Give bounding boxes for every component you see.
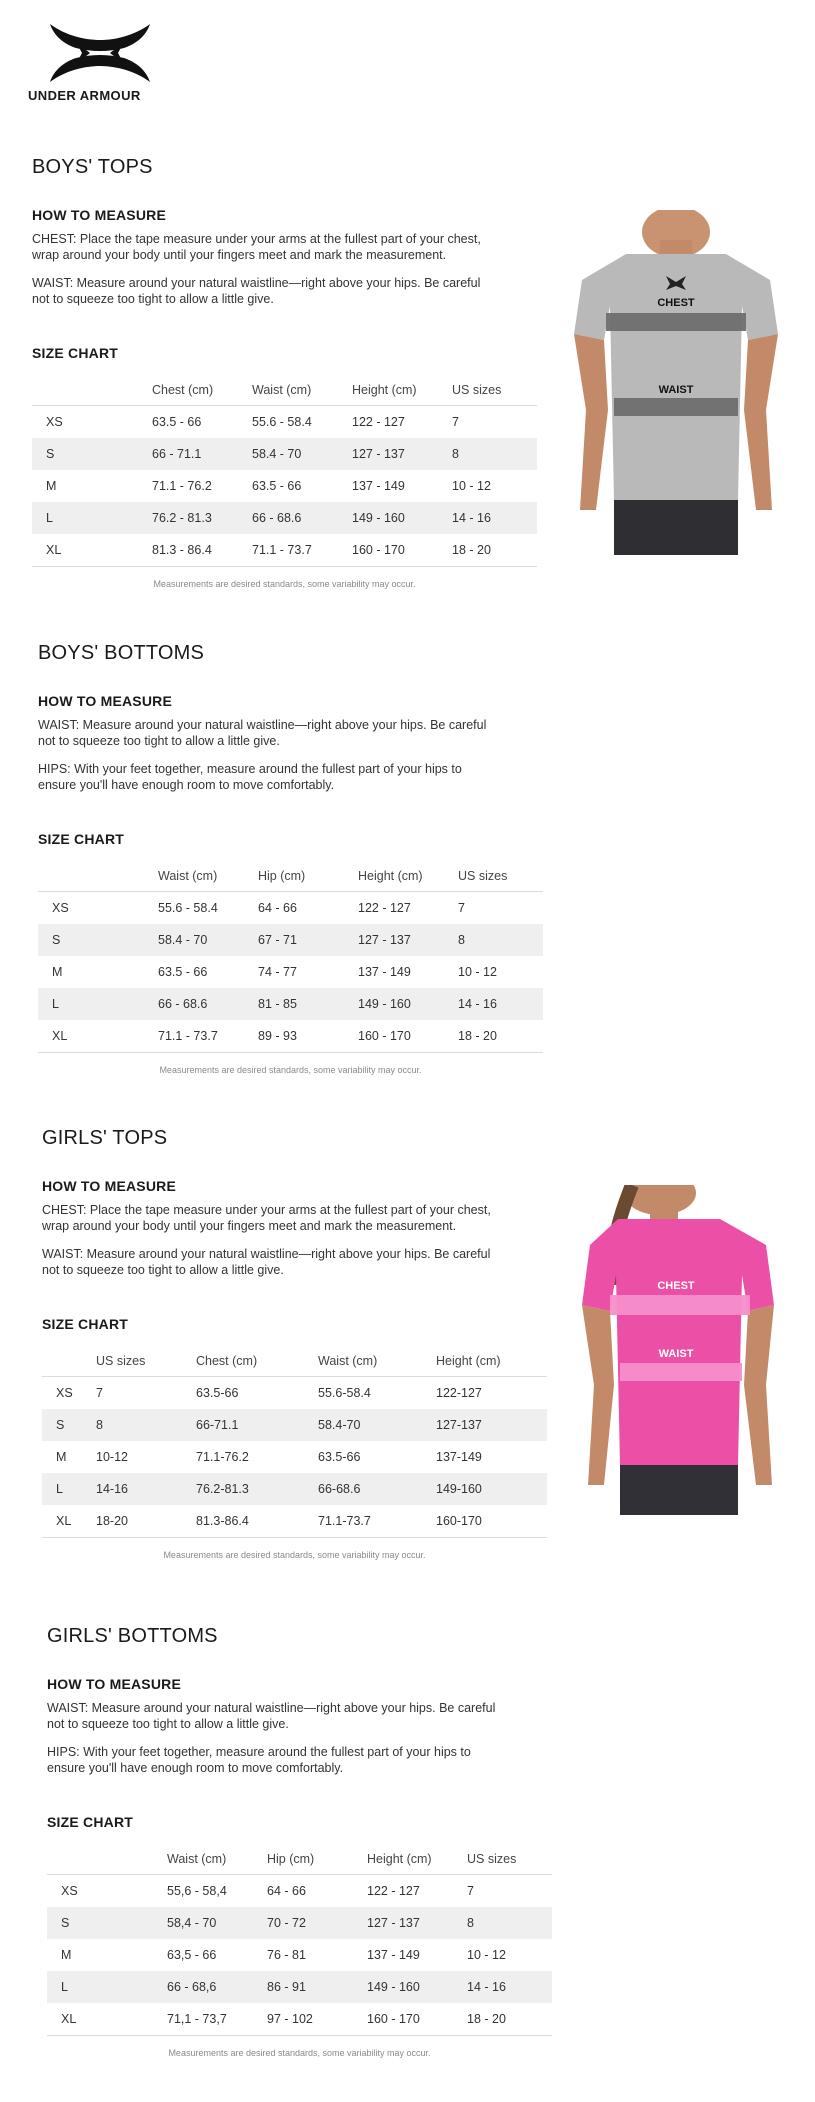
- table-cell: 66 - 68.6: [252, 502, 352, 534]
- waist-instructions: WAIST: Measure around your natural waistline—right above your hips. Be careful not to squeeze too tight to allow a little give.: [42, 1247, 491, 1277]
- girls-shirt-illustration: [570, 1185, 790, 1520]
- table-cell: 64 - 66: [258, 901, 297, 915]
- table-cell: S: [42, 1409, 96, 1441]
- how-to-measure-heading: HOW TO MEASURE: [38, 693, 172, 709]
- table-cell: S: [47, 1907, 167, 1939]
- table-cell: 8: [467, 1907, 552, 1939]
- table-header: Height (cm): [436, 1346, 547, 1377]
- table-header: US sizes: [96, 1346, 196, 1377]
- table-cell: 58.4-70: [318, 1409, 436, 1441]
- table-cell: L: [42, 1473, 96, 1505]
- table-cell: L: [47, 1971, 167, 2003]
- table-cell: 18 - 20: [467, 2003, 552, 2036]
- table-cell: 149 - 160: [352, 502, 452, 534]
- table-row: [38, 924, 543, 956]
- table-cell: 70 - 72: [267, 1907, 367, 1939]
- table-cell: 63.5 - 66: [252, 479, 302, 493]
- table-header: Waist (cm): [318, 1346, 436, 1377]
- table-row: [47, 1907, 552, 1939]
- table-cell: 71.1-76.2: [196, 1450, 249, 1464]
- table-row: [47, 1971, 552, 2003]
- waist-instructions: WAIST: Measure around your natural waistline—right above your hips. Be careful not to squeeze too tight to allow a little give.: [38, 718, 487, 748]
- table-cell: 7: [458, 901, 465, 915]
- boys-tops-section: [32, 156, 542, 589]
- table-cell: 149-160: [436, 1473, 547, 1505]
- section-title: BOYS' TOPS: [32, 156, 153, 178]
- table-header: [42, 1346, 96, 1377]
- table-cell: 66 - 68.6: [158, 988, 258, 1020]
- brand-logo: [28, 22, 178, 103]
- table-cell: XL: [42, 1505, 96, 1538]
- table-row: [38, 1020, 543, 1053]
- table-cell: 122 - 127: [358, 901, 411, 915]
- table-row: [38, 988, 543, 1020]
- boys-bottoms-section: [38, 642, 548, 1075]
- size-table: [32, 375, 537, 567]
- table-header-row: [42, 1346, 547, 1377]
- girls-tops-section: [42, 1127, 552, 1560]
- table-cell: 63.5 - 66: [152, 415, 202, 429]
- table-cell: 63.5-66: [318, 1450, 361, 1464]
- table-row: [32, 470, 537, 502]
- table-cell: 7: [96, 1386, 103, 1400]
- table-cell: M: [56, 1450, 67, 1464]
- table-cell: 160 - 170: [367, 2003, 467, 2036]
- table-cell: 122-127: [436, 1386, 482, 1400]
- table-cell: 71.1 - 73.7: [252, 534, 352, 567]
- table-cell: 127-137: [436, 1409, 547, 1441]
- table-header: Height (cm): [358, 861, 458, 892]
- section-title: BOYS' BOTTOMS: [38, 642, 205, 664]
- table-cell: 81.3-86.4: [196, 1505, 318, 1538]
- table-cell: 71.1 - 76.2: [152, 479, 212, 493]
- chest-instructions: CHEST: Place the tape measure under your arms at the fullest part of your chest, wrap around your body until your fingers meet and mark the measurement.: [42, 1203, 491, 1233]
- table-cell: 127 - 137: [367, 1907, 467, 1939]
- boys-shirt-illustration: [566, 210, 786, 560]
- table-cell: S: [38, 924, 158, 956]
- table-cell: 8: [452, 438, 537, 470]
- table-cell: 7: [467, 1884, 474, 1898]
- table-cell: 160-170: [436, 1505, 547, 1538]
- hips-instructions: HIPS: With your feet together, measure around the fullest part of your hips to ensure you'll have enough room to move comfortably.: [38, 762, 462, 792]
- size-chart-heading: SIZE CHART: [32, 345, 118, 361]
- table-header: Chest (cm): [152, 375, 252, 406]
- table-cell: XL: [38, 1020, 158, 1053]
- table-cell: 66 - 68,6: [167, 1971, 267, 2003]
- table-cell: 97 - 102: [267, 2003, 367, 2036]
- table-header: [32, 375, 152, 406]
- table-cell: 14 - 16: [467, 1971, 552, 2003]
- table-header: Chest (cm): [196, 1346, 318, 1377]
- table-cell: 8: [458, 924, 543, 956]
- table-cell: 76.2-81.3: [196, 1473, 318, 1505]
- table-row: [42, 1377, 547, 1410]
- table-header-row: [47, 1844, 552, 1875]
- table-header: [47, 1844, 167, 1875]
- table-cell: 122 - 127: [352, 415, 405, 429]
- table-cell: 10-12: [96, 1450, 128, 1464]
- table-cell: 137-149: [436, 1450, 482, 1464]
- size-chart-heading: SIZE CHART: [38, 831, 124, 847]
- table-header-row: [38, 861, 543, 892]
- measurement-footnote: Measurements are desired standards, some variability may occur.: [153, 579, 416, 589]
- table-cell: 58.4 - 70: [252, 438, 352, 470]
- table-cell: XS: [46, 415, 63, 429]
- table-cell: 71,1 - 73,7: [167, 2003, 267, 2036]
- table-cell: 149 - 160: [358, 988, 458, 1020]
- table-cell: 127 - 137: [358, 924, 458, 956]
- table-cell: 149 - 160: [367, 1971, 467, 2003]
- table-row: [32, 534, 537, 567]
- waist-instructions: WAIST: Measure around your natural waistline—right above your hips. Be careful not to squeeze too tight to allow a little give.: [32, 276, 481, 306]
- chest-label: CHEST: [657, 297, 695, 309]
- chest-label: CHEST: [657, 1280, 695, 1292]
- section-title: GIRLS' BOTTOMS: [47, 1625, 218, 1647]
- table-cell: 127 - 137: [352, 438, 452, 470]
- table-row: [47, 1939, 552, 1971]
- table-cell: 55.6 - 58.4: [158, 901, 218, 915]
- table-cell: L: [32, 502, 152, 534]
- table-row: [38, 892, 543, 925]
- table-cell: 76 - 81: [267, 1948, 306, 1962]
- table-cell: L: [38, 988, 158, 1020]
- table-row: [42, 1473, 547, 1505]
- table-cell: 63,5 - 66: [167, 1948, 217, 1962]
- table-cell: 58,4 - 70: [167, 1907, 267, 1939]
- table-cell: 160 - 170: [352, 534, 452, 567]
- table-cell: 18-20: [96, 1505, 196, 1538]
- table-header: US sizes: [452, 375, 537, 406]
- table-row: [32, 438, 537, 470]
- table-cell: 63.5-66: [196, 1386, 239, 1400]
- how-to-measure-heading: HOW TO MEASURE: [32, 207, 166, 223]
- table-cell: 66 - 71.1: [152, 438, 252, 470]
- table-cell: M: [61, 1948, 72, 1962]
- table-cell: 14-16: [96, 1473, 196, 1505]
- table-header: Waist (cm): [252, 375, 352, 406]
- table-header-row: [32, 375, 537, 406]
- section-title: GIRLS' TOPS: [42, 1127, 168, 1149]
- table-cell: 55.6-58.4: [318, 1386, 371, 1400]
- table-cell: 14 - 16: [458, 988, 543, 1020]
- brand-name: UNDER ARMOUR: [28, 88, 141, 103]
- table-row: [47, 1875, 552, 1908]
- table-cell: 137 - 149: [367, 1948, 420, 1962]
- table-cell: 66-71.1: [196, 1409, 318, 1441]
- table-row: [32, 406, 537, 439]
- table-row: [47, 2003, 552, 2036]
- table-row: [38, 956, 543, 988]
- table-cell: XS: [52, 901, 69, 915]
- table-cell: 86 - 91: [267, 1971, 367, 2003]
- table-header: Height (cm): [352, 375, 452, 406]
- girls-bottoms-section: [47, 1625, 557, 2058]
- table-row: [32, 502, 537, 534]
- table-cell: 71.1-73.7: [318, 1505, 436, 1538]
- table-row: [42, 1409, 547, 1441]
- table-cell: 63.5 - 66: [158, 965, 208, 979]
- table-cell: 71.1 - 73.7: [158, 1020, 258, 1053]
- size-table: [42, 1346, 547, 1538]
- table-cell: 18 - 20: [458, 1020, 543, 1053]
- table-row: [42, 1441, 547, 1473]
- table-cell: 122 - 127: [367, 1884, 420, 1898]
- hips-instructions: HIPS: With your feet together, measure around the fullest part of your hips to ensure you'll have enough room to move comfortably.: [47, 1745, 471, 1775]
- measurement-footnote: Measurements are desired standards, some variability may occur.: [159, 1065, 422, 1075]
- table-cell: 81 - 85: [258, 988, 358, 1020]
- table-cell: 66-68.6: [318, 1473, 436, 1505]
- table-header: Height (cm): [367, 1844, 467, 1875]
- table-header: US sizes: [458, 861, 543, 892]
- table-cell: M: [52, 965, 63, 979]
- table-header: Hip (cm): [258, 861, 358, 892]
- waist-instructions: WAIST: Measure around your natural waistline—right above your hips. Be careful not to squeeze too tight to allow a little give.: [47, 1701, 496, 1731]
- table-cell: XS: [56, 1386, 73, 1400]
- table-header: Waist (cm): [158, 861, 258, 892]
- table-row: [42, 1505, 547, 1538]
- table-cell: XS: [61, 1884, 78, 1898]
- size-table: [38, 861, 543, 1053]
- table-header: Waist (cm): [167, 1844, 267, 1875]
- under-armour-logo-icon: [46, 22, 154, 84]
- table-cell: 55.6 - 58.4: [252, 415, 312, 429]
- size-chart-heading: SIZE CHART: [42, 1316, 128, 1332]
- table-cell: S: [32, 438, 152, 470]
- waist-label: WAIST: [658, 1348, 694, 1360]
- table-cell: 10 - 12: [467, 1948, 506, 1962]
- table-cell: 18 - 20: [452, 534, 537, 567]
- measurement-footnote: Measurements are desired standards, some variability may occur.: [168, 2048, 431, 2058]
- table-cell: 160 - 170: [358, 1020, 458, 1053]
- table-cell: XL: [32, 534, 152, 567]
- table-cell: 137 - 149: [358, 965, 411, 979]
- table-cell: 64 - 66: [267, 1884, 306, 1898]
- table-cell: 55,6 - 58,4: [167, 1884, 227, 1898]
- table-cell: 8: [96, 1409, 196, 1441]
- table-cell: M: [46, 479, 57, 493]
- chest-instructions: CHEST: Place the tape measure under your arms at the fullest part of your chest, wrap around your body until your fingers meet and mark the measurement.: [32, 232, 481, 262]
- table-cell: 7: [452, 415, 459, 429]
- table-cell: 14 - 16: [452, 502, 537, 534]
- table-cell: 89 - 93: [258, 1020, 358, 1053]
- table-cell: 76.2 - 81.3: [152, 502, 252, 534]
- table-cell: 74 - 77: [258, 965, 297, 979]
- size-chart-heading: SIZE CHART: [47, 1814, 133, 1830]
- table-cell: 10 - 12: [458, 965, 497, 979]
- size-table: [47, 1844, 552, 2036]
- measurement-footnote: Measurements are desired standards, some variability may occur.: [163, 1550, 426, 1560]
- table-header: [38, 861, 158, 892]
- how-to-measure-heading: HOW TO MEASURE: [47, 1676, 181, 1692]
- table-cell: 10 - 12: [452, 479, 491, 493]
- table-cell: XL: [47, 2003, 167, 2036]
- table-header: US sizes: [467, 1844, 552, 1875]
- how-to-measure-heading: HOW TO MEASURE: [42, 1178, 176, 1194]
- table-cell: 137 - 149: [352, 479, 405, 493]
- waist-label: WAIST: [658, 384, 694, 396]
- table-cell: 67 - 71: [258, 924, 358, 956]
- table-header: Hip (cm): [267, 1844, 367, 1875]
- table-cell: 81.3 - 86.4: [152, 534, 252, 567]
- table-cell: 58.4 - 70: [158, 924, 258, 956]
